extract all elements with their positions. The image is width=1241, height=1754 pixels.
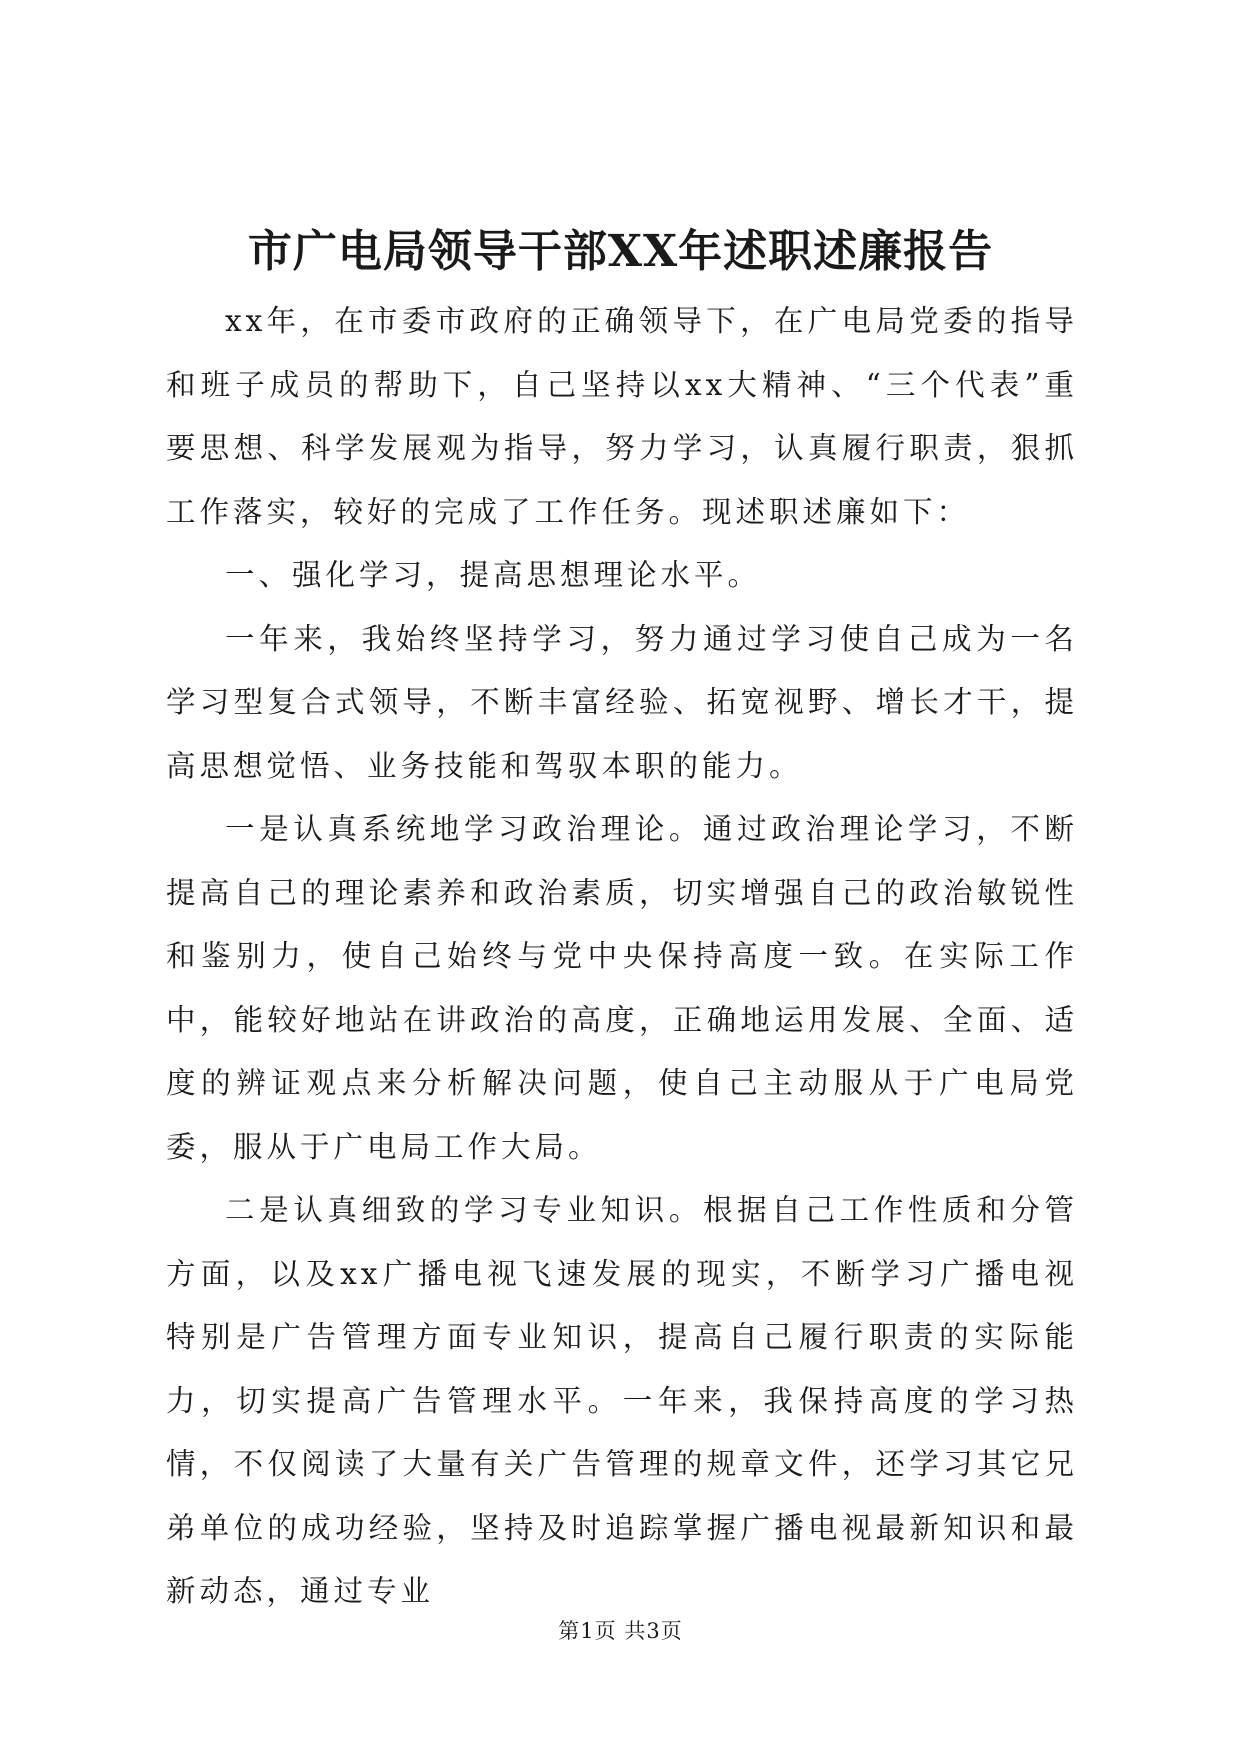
section-heading-1: 一、强化学习，提高思想理论水平。: [225, 558, 762, 592]
document-body: [166, 290, 1078, 1624]
paragraph-study-overview: 一年来，我始终坚持学习，努力通过学习使自己成为一名学习型复合式领导，不断丰富经验、拓宽视野、增长才干，提高思想觉悟、业务技能和驾驭本职的能力。: [166, 621, 1078, 783]
page-footer: 第1页 共3页: [558, 1619, 683, 1643]
document-title: 市广电局领导干部XX年述职述廉报告: [247, 226, 994, 277]
paragraph-political-theory: 一是认真系统地学习政治理论。通过政治理论学习，不断提高自己的理论素养和政治素质，切实增强自己的政治敏锐性和鉴别力，使自己始终与党中央保持高度一致。在实际工作中，能较好地站在讲政治的高度，正确地运用发展、全面、适度的辨证观点来分析解决问题，使自己主动服从于广电局党委，服从于广电局工作大局。: [166, 812, 1078, 1164]
paragraph-professional-knowledge: 二是认真细致的学习专业知识。根据自己工作性质和分管方面，以及xx广播电视飞速发展的现实，不断学习广播电视特别是广告管理方面专业知识，提高自己履行职责的实际能力，切实提高广告管理水平。一年来，我保持高度的学习热情，不仅阅读了大量有关广告管理的规章文件，还学习其它兄弟单位的成功经验，坚持及时追踪掌握广播电视最新知识和最新动态，通过专业: [166, 1193, 1078, 1608]
paragraph-intro: xx年，在市委市政府的正确领导下，在广电局党委的指导和班子成员的帮助下，自己坚持以xx大精神、“三个代表”重要思想、科学发展观为指导，努力学习，认真履行职责，狠抓工作落实，较好的完成了工作任务。现述职述廉如下：: [166, 304, 1078, 529]
